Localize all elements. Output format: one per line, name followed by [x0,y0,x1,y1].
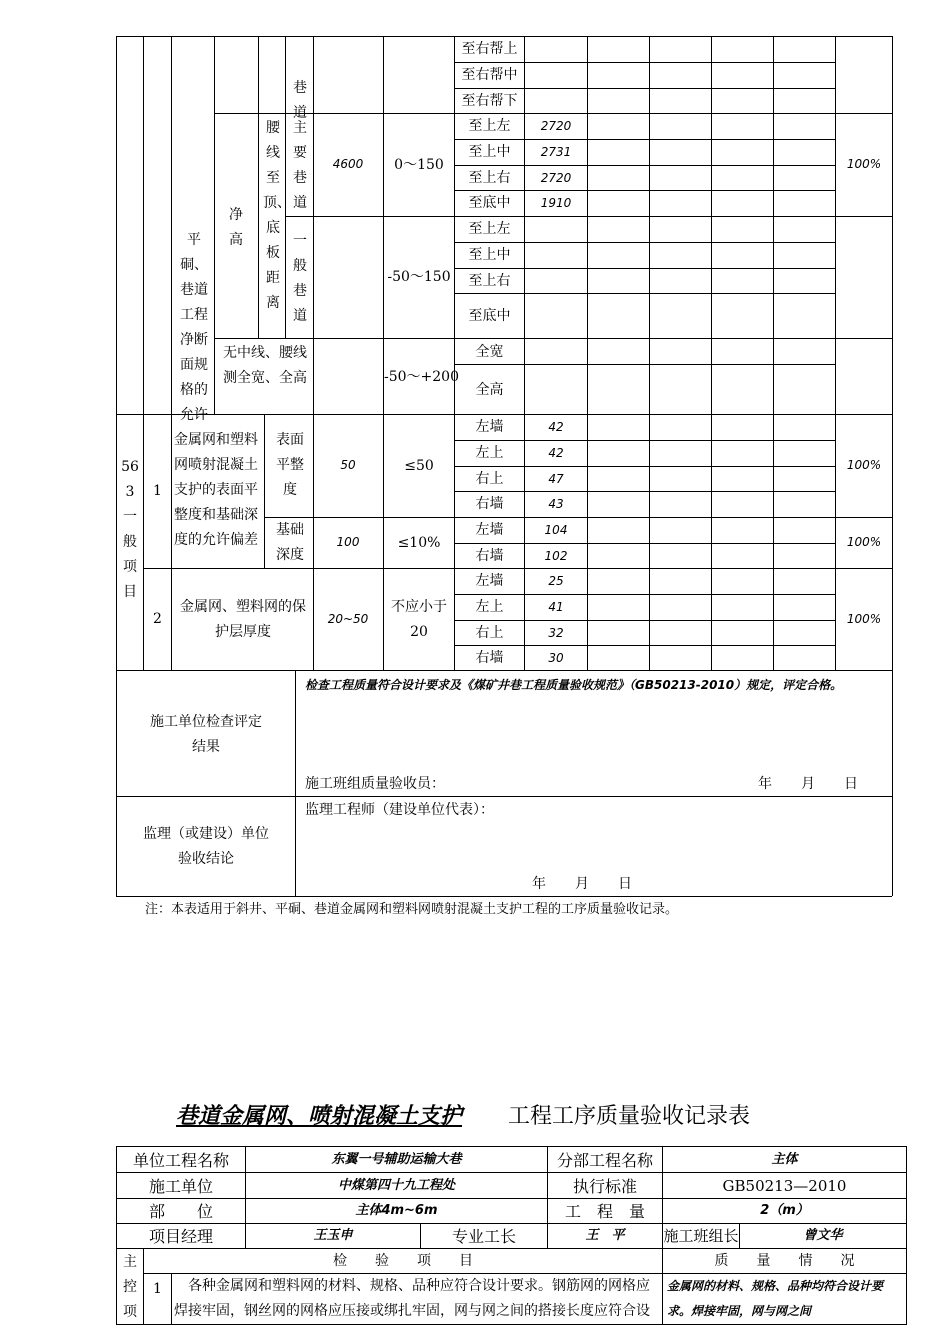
flat-val-1: 42 [548,446,564,460]
quantity-value: 2（m） [760,1203,809,1218]
foreman-label: 专业工长 [451,1227,516,1246]
waist-line-label: 腰线至顶、底板距离 [263,120,291,311]
cover-val-3: 30 [548,651,564,665]
flat-val-2: 47 [548,472,564,486]
flat-val-0: 42 [548,420,564,434]
val-main-0: 2720 [540,119,572,133]
item1-desc: 金属网和塑料网喷射混凝土支护的表面平整度和基础深度的允许偏差 [174,432,258,548]
construct-unit-value: 中煤第四十九工程处 [337,1178,455,1193]
cover-pos-1: 左上 [475,599,504,615]
pos-general-1: 至上中 [468,247,511,263]
flatness-label: 表面平整度 [276,432,304,498]
form-title-hand: 巷道金属网、喷射混凝土支护 [176,1104,463,1129]
val-main-3: 1910 [540,196,572,210]
general-item-code: 563一般项目 [121,459,139,600]
range-general: -50～150 [387,269,451,285]
pm-label: 项目经理 [148,1227,213,1246]
team-leader-label: 施工班组长 [663,1227,739,1245]
val-main-2: 2720 [540,171,572,185]
cover-pos-3: 右墙 [475,650,504,666]
form-title: 工程工序质量验收记录表 [508,1104,751,1129]
row1-quality: 金属网的材料、规格、品种均符合设计要求。焊接牢固，网与网之间 [667,1279,884,1318]
pm-value: 王玉申 [313,1228,353,1243]
item1-no: 1 [153,483,162,499]
no-center-line-label: 无中线、腰线测全宽、全高 [223,345,307,386]
supervisor-label: 监理工程师（建设单位代表）： [305,802,494,818]
date-month-2: 月 [575,876,589,892]
foreman-value: 王 平 [585,1228,625,1243]
date-day-2: 日 [618,876,632,892]
flatness-range: ≤50 [404,458,434,474]
pos-general-2: 至上右 [468,273,511,289]
cover-range: 不应小于20 [391,599,447,640]
main-lane-label: 主要巷道 [293,120,307,211]
depth-label: 基础深度 [276,522,304,563]
standard-value: GB50213—2010 [722,1177,847,1195]
flatness-design: 50 [340,458,356,472]
construct-result: 检查工程质量符合设计要求及《煤矿井巷工程质量验收规范》（GB50213-2010）规定，评定合格。 [305,678,843,692]
general-lane-label: 一般巷道 [293,233,307,324]
footnote: 注：本表适用于斜井、平硐、巷道金属网和塑料网喷射混凝土支护工程的工序质量验收记录。 [145,902,679,917]
flat-pos-0: 左墙 [475,419,504,435]
team-leader-value: 曾文华 [803,1228,843,1243]
pos-right-mid: 至右帮中 [461,67,518,83]
date-year-1: 年 [758,776,772,792]
depth-design: 100 [336,535,360,549]
pos-main-2: 至上右 [468,170,511,186]
flat-pos-3: 右墙 [475,496,504,512]
cover-pos-2: 右上 [475,625,504,641]
pos-full-height: 全高 [475,382,504,398]
check-item-header: 检 验 项 目 [333,1253,473,1269]
pos-main-1: 至上中 [468,144,511,160]
range-main: 0～150 [394,157,444,173]
flat-pos-2: 右上 [475,471,504,487]
level5-label: 平硐、巷道工程净断面规格的允许 [180,232,208,423]
unit-project-value: 东翼一号辅助运输大巷 [331,1152,462,1167]
supervise-label: 监理（或建设）单位验收结论 [143,826,269,867]
rate-flatness: 100% [846,458,882,472]
item2-no: 2 [153,611,162,627]
sub-project-value: 主体 [771,1152,798,1167]
main-control-label: 主控项 [123,1254,137,1320]
row1-no: 1 [153,1281,162,1297]
depth-val-1: 102 [544,549,568,563]
depth-pos-0: 左墙 [475,522,504,538]
pos-right-bottom: 至右帮下 [461,93,518,109]
team-inspector-label: 施工班组质量验收员： [305,776,445,792]
pos-general-3: 至底中 [468,308,511,324]
lane-frag-label: 巷道 [293,80,307,121]
pos-main-3: 至底中 [468,195,511,211]
rate-cover: 100% [846,612,882,626]
row1-text: 各种金属网和塑料网的材料、规格、品种应符合设计要求。钢筋网的网格应焊接牢固，钢丝网的网格应压接或绑扎牢固，网与网之间的搭接长度应符合设 [174,1278,650,1319]
quality-header: 质 量 情 况 [714,1253,855,1269]
date-month-1: 月 [801,776,815,792]
depth-pos-1: 右墙 [475,548,504,564]
part-value: 主体4m~6m [355,1203,438,1218]
pos-general-0: 至上左 [468,221,511,237]
flat-pos-1: 左上 [475,445,504,461]
range-width-height: -50～+200 [384,369,459,385]
construct-label: 施工单位检查评定结果 [150,714,262,755]
design-main-value: 4600 [332,157,364,171]
pos-full-width: 全宽 [475,344,504,360]
cover-val-0: 25 [548,574,564,588]
standard-label: 执行标准 [572,1177,637,1196]
quantity-label: 工 程 量 [564,1202,645,1221]
val-main-1: 2731 [540,145,572,159]
part-label: 部 位 [148,1202,213,1221]
depth-val-0: 104 [544,523,568,537]
sub-project-label: 分部工程名称 [556,1151,653,1170]
construct-unit-label: 施工单位 [148,1177,213,1196]
cover-val-2: 32 [548,626,564,640]
rate-main: 100% [846,157,882,171]
date-day-1: 日 [844,776,858,792]
pos-main-0: 至上左 [468,118,511,134]
flat-val-3: 43 [548,497,564,511]
unit-project-label: 单位工程名称 [132,1151,229,1170]
cover-pos-0: 左墙 [475,573,504,589]
cover-val-1: 41 [548,600,564,614]
date-year-2: 年 [532,876,546,892]
cover-design: 20~50 [327,612,369,626]
depth-range: ≤10% [397,535,441,551]
item2-desc: 金属网、塑料网的保护层厚度 [180,599,306,640]
clear-height-label: 净高 [229,207,243,248]
pos-right-top: 至右帮上 [461,41,518,57]
rate-depth: 100% [846,535,882,549]
